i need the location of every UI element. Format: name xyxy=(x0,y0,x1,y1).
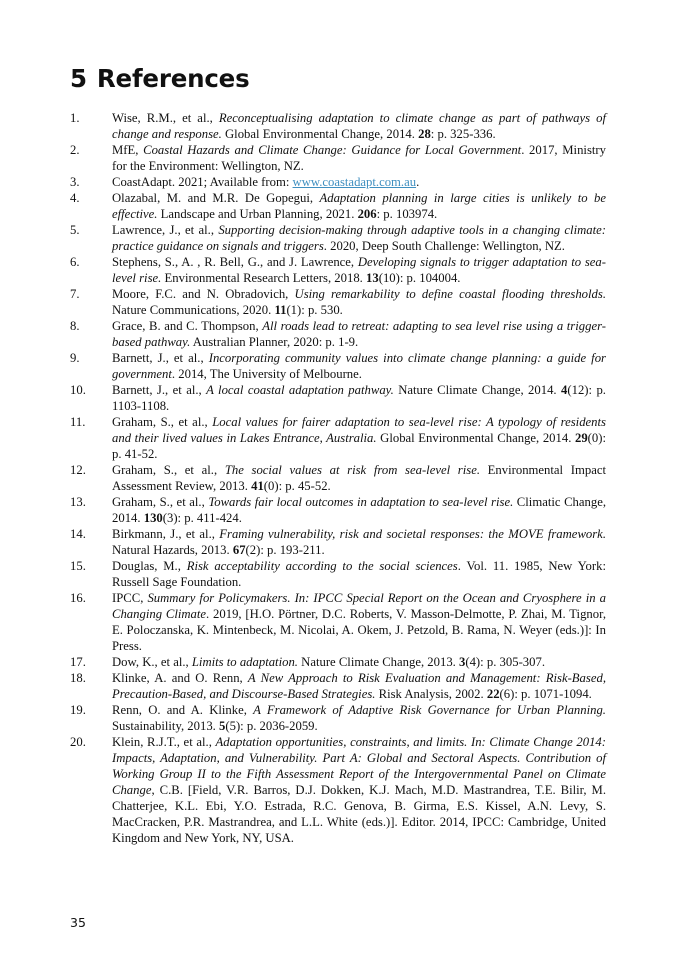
reference-text: Renn, O. and A. Klinke, A Framework of Adaptive Risk Governance for Urban Planning. Sustainability, 2013. 5(5): p. 2036-2059. xyxy=(112,703,606,733)
reference-number: 17. xyxy=(70,655,86,669)
reference-number: 8. xyxy=(70,319,80,333)
reference-number: 15. xyxy=(70,559,86,573)
reference-item xyxy=(70,318,606,350)
reference-item xyxy=(70,382,606,414)
reference-number: 7. xyxy=(70,287,80,301)
reference-number: 6. xyxy=(70,255,80,269)
reference-text: Klinke, A. and O. Renn, A New Approach to Risk Evaluation and Management: Risk-Based, Precaution-Based, and Discourse-Based Strategies. Risk Analysis, 2002. 22(6): p. 1071-1094. xyxy=(112,671,606,701)
reference-text: Lawrence, J., et al., Supporting decision-making through adaptive tools in a changing climate: practice guidance on signals and triggers. 2020, Deep South Challenge: Wellington, NZ. xyxy=(112,223,606,253)
reference-number: 10. xyxy=(70,383,86,397)
reference-item xyxy=(70,654,606,670)
section-heading xyxy=(70,64,249,93)
reference-number: 19. xyxy=(70,703,86,717)
reference-text: Graham, S., et al., Towards fair local outcomes in adaptation to sea-level rise. Climatic Change, 2014. 130(3): p. 411-424. xyxy=(112,495,606,525)
reference-number: 5. xyxy=(70,223,80,237)
reference-item xyxy=(70,494,606,526)
reference-item xyxy=(70,462,606,494)
reference-number: 16. xyxy=(70,591,86,605)
reference-list xyxy=(70,110,606,846)
reference-text: Dow, K., et al., Limits to adaptation. Nature Climate Change, 2013. 3(4): p. 305-307. xyxy=(112,655,545,669)
reference-text: Moore, F.C. and N. Obradovich, Using remarkability to define coastal flooding thresholds. Nature Communications, 2020. 11(1): p. 530. xyxy=(112,287,607,317)
reference-number: 12. xyxy=(70,463,86,477)
reference-text: Klein, R.J.T., et al., Adaptation opportunities, constraints, and limits. In: Climate Change 2014: Impacts, Adaptation, and Vulnerability. Part A: Global and Sectoral Aspects. Contribution of Working Group II to the Fifth Assessment Report of the Intergovernmental Panel on Climate Change, C.B. [Field, V.R. Barros, D.J. Dokken, K.J. Mach, M.D. Mastrandrea, T.E. Bilir, M. Chatterjee, K.L. Ebi, Y.O. Estrada, R.C. Genova, B. Girma, E.S. Kissel, A.N. Levy, S. MacCracken, P.R. Mastrandrea, and L.L. White (eds.)]. Editor. 2014, IPCC: Cambridge, United Kingdom and New York, NY, USA. xyxy=(112,735,606,845)
reference-item xyxy=(70,350,606,382)
reference-number: 11. xyxy=(70,415,86,429)
reference-number: 3. xyxy=(70,175,80,189)
reference-item xyxy=(70,190,606,222)
reference-text: CoastAdapt. 2021; Available from: www.coastadapt.com.au. xyxy=(112,175,420,189)
reference-item xyxy=(70,286,606,318)
reference-text: Graham, S., et al., Local values for fairer adaptation to sea-level rise: A typology of residents and their lived values in Lakes Entrance, Australia. Global Environmental Change, 2014. 29(0): p. 41-52. xyxy=(112,415,606,461)
reference-text: Birkmann, J., et al., Framing vulnerability, risk and societal responses: the MOVE framework. Natural Hazards, 2013. 67(2): p. 193-211. xyxy=(112,527,606,557)
reference-number: 4. xyxy=(70,191,80,205)
reference-item xyxy=(70,734,606,846)
reference-number: 13. xyxy=(70,495,86,509)
reference-item xyxy=(70,558,606,590)
reference-text: Douglas, M., Risk acceptability according to the social sciences. Vol. 11. 1985, New York: Russell Sage Foundation. xyxy=(112,559,606,589)
reference-text: MfE, Coastal Hazards and Climate Change: Guidance for Local Government. 2017, Ministry for the Environment: Wellington, NZ. xyxy=(112,143,606,173)
section-number: 5 xyxy=(70,64,87,93)
reference-item xyxy=(70,142,606,174)
reference-text: IPCC, Summary for Policymakers. In: IPCC Special Report on the Ocean and Cryosphere in a Changing Climate. 2019, [H.O. Pörtner, D.C. Roberts, V. Masson-Delmotte, P. Zhai, M. Tignor, E. Poloczanska, K. Mintenbeck, M. Nicolai, A. Okem, J. Petzold, B. Rama, N. Weyer (eds.)]: In Press. xyxy=(112,591,606,653)
reference-text: Grace, B. and C. Thompson, All roads lead to retreat: adapting to sea level rise using a trigger-based pathway. Australian Planner, 2020: p. 1-9. xyxy=(112,319,606,349)
coastadapt-link[interactable]: www.coastadapt.com.au xyxy=(292,175,417,189)
reference-item xyxy=(70,590,606,654)
reference-number: 14. xyxy=(70,527,86,541)
reference-item xyxy=(70,174,606,190)
reference-item xyxy=(70,254,606,286)
reference-item xyxy=(70,526,606,558)
reference-number: 2. xyxy=(70,143,80,157)
reference-text: Stephens, S., A. , R. Bell, G., and J. Lawrence, Developing signals to trigger adaptation to sea-level rise. Environmental Research Letters, 2018. 13(10): p. 104004. xyxy=(112,255,606,285)
page-number: 35 xyxy=(70,915,86,930)
reference-item xyxy=(70,414,606,462)
section-title: References xyxy=(96,64,250,93)
reference-text: Barnett, J., et al., A local coastal adaptation pathway. Nature Climate Change, 2014. 4(12): p. 1103-1108. xyxy=(112,383,606,413)
reference-text: Barnett, J., et al., Incorporating community values into climate change planning: a guide for government. 2014, The University of Melbourne. xyxy=(112,351,606,381)
reference-text: Olazabal, M. and M.R. De Gopegui, Adaptation planning in large cities is unlikely to be effective. Landscape and Urban Planning, 2021. 206: p. 103974. xyxy=(112,191,606,221)
reference-number: 18. xyxy=(70,671,86,685)
reference-number: 9. xyxy=(70,351,80,365)
reference-item xyxy=(70,670,606,702)
reference-number: 20. xyxy=(70,735,86,749)
reference-text: Graham, S., et al., The social values at risk from sea-level rise. Environmental Impact Assessment Review, 2013. 41(0): p. 45-52. xyxy=(112,463,606,493)
reference-item xyxy=(70,110,606,142)
reference-number: 1. xyxy=(70,111,80,125)
reference-text: Wise, R.M., et al., Reconceptualising adaptation to climate change as part of pathways of change and response. Global Environmental Change, 2014. 28: p. 325-336. xyxy=(112,111,607,141)
reference-item xyxy=(70,702,606,734)
reference-item xyxy=(70,222,606,254)
